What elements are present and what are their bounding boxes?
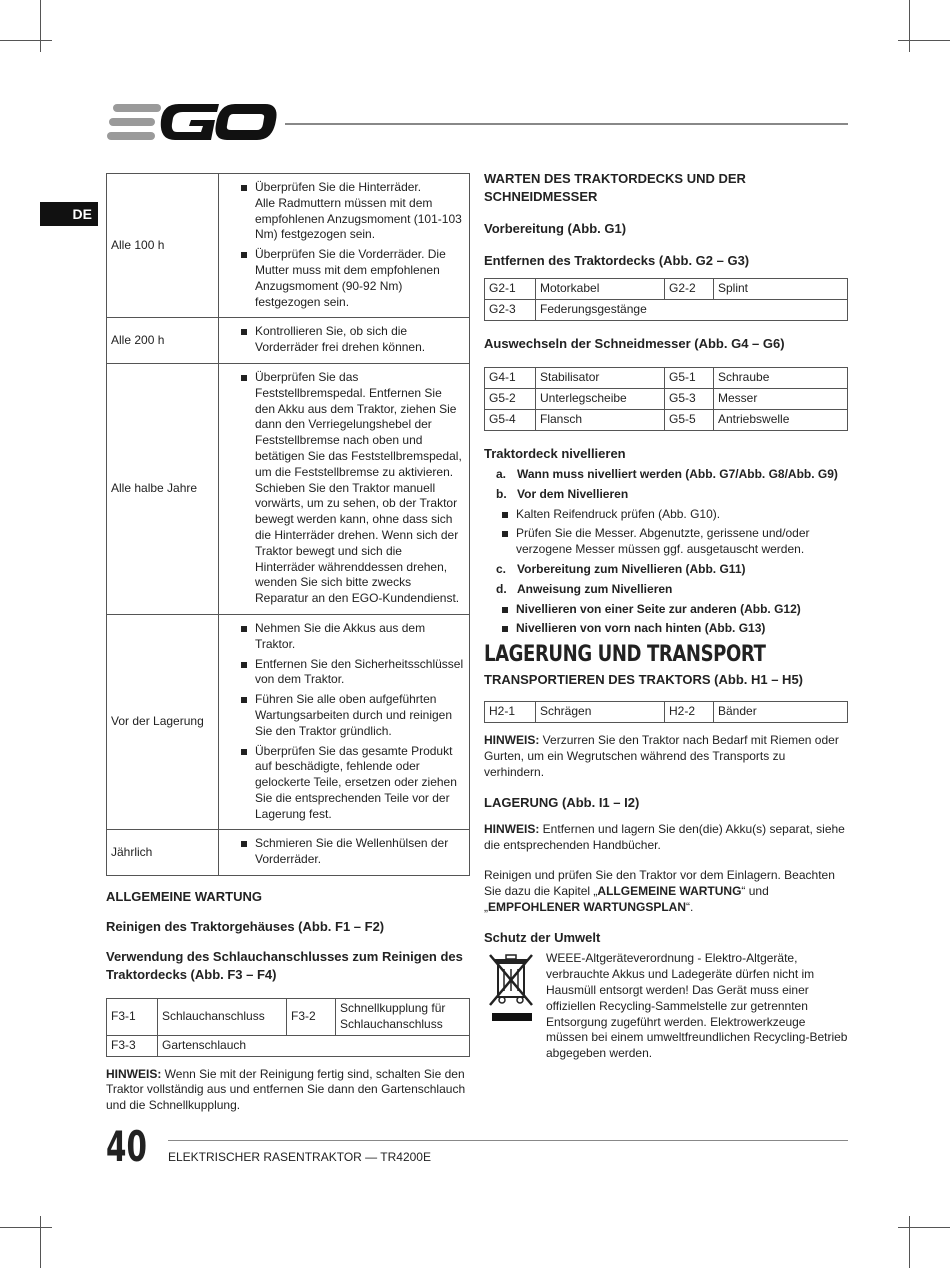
table-row — [107, 999, 470, 1036]
part-id: G5-1 — [665, 368, 714, 389]
g4-parts-table — [484, 367, 848, 431]
tasks-cell — [219, 363, 470, 614]
part-name: Motorkabel — [536, 279, 665, 300]
note-text: Wenn Sie mit der Reinigung fertig sind, schalten Sie den Traktor vollständig aus und entfernen Sie dann den Gartenschlauch und die Schnellkupplung. — [106, 1066, 466, 1113]
part-id: G5-5 — [665, 410, 714, 431]
level-d-items — [484, 602, 848, 638]
section-heading-deck: WARTEN DES TRAKTORDECKS UND DER SCHNEIDMESSER — [484, 171, 746, 204]
part-id: G5-2 — [485, 389, 536, 410]
part-name: Schlauchanschluss — [158, 999, 287, 1036]
part-id: G5-4 — [485, 410, 536, 431]
maintenance-table — [106, 173, 470, 876]
footer-rule — [168, 1140, 848, 1141]
left-column — [106, 173, 470, 1124]
list-item: Nehmen Sie die Akkus aus dem Traktor. — [223, 621, 465, 653]
part-name: Gartenschlauch — [158, 1035, 470, 1056]
part-name: Messer — [714, 389, 848, 410]
f3-parts-table — [106, 998, 470, 1057]
h2-parts-table — [484, 701, 848, 723]
table-row — [107, 830, 470, 876]
table-row — [485, 389, 848, 410]
footer-title: ELEKTRISCHER RASENTRAKTOR — TR4200E — [168, 1150, 431, 1164]
interval-cell: Alle 100 h — [107, 174, 219, 318]
list-item: Kontrollieren Sie, ob sich die Vorderräder frei drehen können. — [223, 324, 465, 356]
part-id: G5-3 — [665, 389, 714, 410]
part-name: Flansch — [536, 410, 665, 431]
part-id: G4-1 — [485, 368, 536, 389]
part-name: Schrägen — [536, 701, 665, 722]
list-item: Nivellieren von vorn nach hinten (Abb. G13) — [484, 621, 848, 637]
crop-mark — [40, 1216, 41, 1268]
part-name: Schraube — [714, 368, 848, 389]
subheading-blades: Auswechseln der Schneidmesser (Abb. G4 – G6) — [484, 336, 785, 351]
list-item: Nivellieren von einer Seite zur anderen (Abb. G12) — [484, 602, 848, 618]
crop-mark — [40, 0, 41, 52]
crop-mark — [0, 40, 52, 41]
part-name: Splint — [714, 279, 848, 300]
table-row — [485, 701, 848, 722]
list-item: Überprüfen Sie die Vorderräder. Die Mutter muss mit dem empfohlenen Anzugsmoment (90-92 Nm) festgezogen sein. — [223, 247, 465, 310]
storage-paragraph: Reinigen und prüfen Sie den Traktor vor dem Einlagern. Beachten Sie dazu die Kapitel „ALLGEMEINE WARTUNG“ und „EMPFOHLENER WARTUNGSPLAN“. — [484, 867, 835, 914]
crop-mark — [0, 1227, 52, 1228]
part-id: F3-1 — [107, 999, 158, 1036]
list-item: Entfernen Sie den Sicherheitsschlüssel von dem Traktor. — [223, 657, 465, 689]
table-row — [107, 318, 470, 364]
tasks-cell — [219, 318, 470, 364]
note-text: Verzurren Sie den Traktor nach Bedarf mit Riemen oder Gurten, um ein Wegrutschen während des Transports zu verhindern. — [484, 732, 839, 779]
list-item: c. Vorbereitung zum Nivellieren (Abb. G11) — [496, 561, 746, 576]
note-label: HINWEIS: — [484, 732, 540, 747]
table-row — [107, 614, 470, 830]
section-title-storage-transport: LAGERUNG UND TRANSPORT — [484, 642, 766, 668]
interval-cell: Jährlich — [107, 830, 219, 876]
part-id: G2-2 — [665, 279, 714, 300]
section-heading-general: ALLGEMEINE WARTUNG — [106, 889, 262, 905]
interval-cell: Alle halbe Jahre — [107, 363, 219, 614]
part-id: H2-2 — [665, 701, 714, 722]
note-label: HINWEIS: — [484, 822, 540, 837]
note-text: Entfernen und lagern Sie den(die) Akku(s) separat, siehe die entsprechenden Handbücher. — [484, 822, 845, 853]
level-steps — [484, 467, 848, 503]
weee-text: WEEE-Altgeräteverordnung - Elektro-Altgeräte, verbrauchte Akkus und Ladegeräte dürfen nicht im Hausmüll entsorgt werden! Das Gerät muss einer offiziellen Recycling-Sammelstelle zur getrennten Entsorgung zugeführt werden. Elektrowerkzeuge müssen bei einem umweltfreundlichen Recycling-Betrieb abgegeben werden. — [546, 951, 848, 1061]
part-name: Unterlegscheibe — [536, 389, 665, 410]
subheading-hose: Verwendung des Schlauchanschlusses zum Reinigen des Traktordecks (Abb. F3 – F4) — [106, 949, 463, 983]
list-item: Kalten Reifendruck prüfen (Abb. G10). — [484, 507, 848, 523]
tasks-cell — [219, 614, 470, 830]
table-row — [107, 363, 470, 614]
language-tab: DE — [40, 202, 98, 226]
ego-logo — [107, 100, 277, 149]
part-name: Stabilisator — [536, 368, 665, 389]
subheading-storage: LAGERUNG (Abb. I1 – I2) — [484, 795, 640, 811]
table-row — [107, 174, 470, 318]
part-name: Bänder — [714, 701, 848, 722]
crop-mark — [909, 1216, 910, 1268]
subheading-level: Traktordeck nivellieren — [484, 446, 626, 461]
g2-parts-table — [484, 278, 848, 321]
list-item: Überprüfen Sie das gesamte Produkt auf beschädigte, fehlende oder gelockerte Teile, ersetzen oder ziehen Sie die entsprechenden Teile vor der Lagerung fest. — [223, 744, 465, 823]
crop-mark — [898, 40, 950, 41]
tasks-cell — [219, 830, 470, 876]
note-transport — [484, 733, 848, 780]
subheading-clean: Reinigen des Traktorgehäuses (Abb. F1 – F2) — [106, 919, 385, 935]
subheading-transport: TRANSPORTIEREN DES TRAKTORS (Abb. H1 – H5) — [484, 671, 804, 687]
weee-bin-icon — [484, 951, 538, 1062]
part-id: G2-1 — [485, 279, 536, 300]
table-row — [485, 279, 848, 300]
crop-mark — [898, 1227, 950, 1228]
part-id: F3-2 — [287, 999, 336, 1036]
list-item: a. Wann muss nivelliert werden (Abb. G7/Abb. G8/Abb. G9) — [496, 467, 838, 481]
crop-mark — [909, 0, 910, 52]
table-row — [485, 368, 848, 389]
right-column — [484, 170, 848, 1062]
list-item: Überprüfen Sie die Hinterräder. Alle Radmuttern müssen mit dem empfohlenen Anzugsmoment (101-103 Nm) festgezogen sein. — [223, 180, 465, 243]
part-id: G2-3 — [485, 300, 536, 321]
list-item: Überprüfen Sie das Feststellbremspedal. Entfernen Sie den Akku aus dem Traktor, ziehen Sie dann den Verriegelungshebel der Feststellbremse nach oben und betätigen Sie das Feststellbremspedal, um die Feststellbremse zu aktivieren. Schieben Sie den Traktor manuell vorwärts, um zu sehen, ob der Traktor bewegt werden kann, ohne dass sich die Hinterräder drehen. Wenn sich der Traktor bewegt und sich die Hinterräder währenddessen drehen, wenden Sie sich bitte zwecks Reparatur an den EGO-Kundendienst. — [223, 370, 465, 607]
list-item: d. Anweisung zum Nivellieren — [496, 581, 673, 596]
table-row — [485, 410, 848, 431]
part-name: Schnellkupplung für Schlauchanschluss — [336, 999, 470, 1036]
list-item: Schmieren Sie die Wellenhülsen der Vorderräder. — [223, 836, 465, 868]
tasks-cell — [219, 174, 470, 318]
level-steps-2 — [484, 562, 848, 598]
list-item: b. Vor dem Nivellieren — [496, 486, 629, 501]
part-name: Federungsgestänge — [536, 300, 848, 321]
note-storage — [484, 822, 848, 854]
interval-cell: Vor der Lagerung — [107, 614, 219, 830]
header-rule — [285, 123, 848, 125]
subheading-environment: Schutz der Umwelt — [484, 930, 601, 946]
part-id: H2-1 — [485, 701, 536, 722]
interval-cell: Alle 200 h — [107, 318, 219, 364]
note-label: HINWEIS: — [106, 1066, 162, 1081]
subheading-remove: Entfernen des Traktordecks (Abb. G2 – G3) — [484, 253, 750, 268]
list-item: Prüfen Sie die Messer. Abgenutzte, gerissene und/oder verzogene Messer müssen ggf. ausgetauscht werden. — [484, 526, 848, 558]
table-row — [485, 300, 848, 321]
table-row — [107, 1035, 470, 1056]
part-id: F3-3 — [107, 1035, 158, 1056]
subheading-prep: Vorbereitung (Abb. G1) — [484, 221, 627, 236]
level-b-items — [484, 507, 848, 558]
page-number: 40 — [106, 1122, 147, 1171]
weee-block — [484, 951, 848, 1062]
note-cleaning — [106, 1067, 470, 1114]
list-item: Führen Sie alle oben aufgeführten Wartungsarbeiten durch und reinigen Sie den Traktor gründlich. — [223, 692, 465, 739]
part-name: Antriebswelle — [714, 410, 848, 431]
